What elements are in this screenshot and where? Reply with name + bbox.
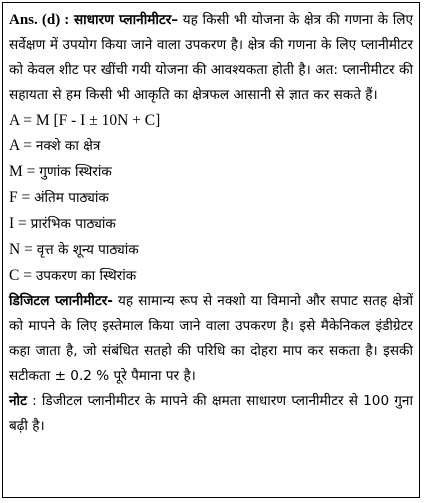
term-line <box>9 237 413 263</box>
formula-equation: A = M [F - I ± 10N + C] <box>9 112 161 129</box>
term-line <box>9 185 413 211</box>
note-text: : डिजीटल प्लानीमीटर के मापने की क्षमता साधारण प्लानीमीटर से 100 गुना बढ़ी है। <box>9 393 413 434</box>
term-symbol: N = <box>9 241 37 258</box>
answer-text: यह किसी भी योजना के क्षेत्र की गणना के लिए सर्वेक्षण में उपयोग किया जाने वाला उपकरण है। क्षेत्र की गणना के लिए प्लानीमीटर को केवल शीट पर खींची गयी योजना की आवश्यकता होती है। अत: प्लानीमीटर की सहायता से हम किसी भी आकृति का क्षेत्रफल आसानी से ज्ञात कर सकते हैं। <box>9 12 414 103</box>
term-meaning: प्रारंभिक पाठ्यांक <box>30 216 116 232</box>
term-meaning: अंतिम पाठ्यांक <box>34 190 109 206</box>
term-meaning: गुणांक स्थिरांक <box>39 164 112 180</box>
term-symbol: I = <box>9 215 31 232</box>
term-meaning: वृत्त के शून्य पाठ्यांक <box>36 242 139 258</box>
digital-heading: डिजिटल प्लानीमीटर- <box>9 293 113 309</box>
answer-paragraph <box>9 8 413 108</box>
answer-label: Ans. (d) : <box>9 12 70 28</box>
digital-text: यह सामान्य रूप से नक्शो या विमानो और सपाट सतह क्षेत्रों को मापने के लिए इस्तेमाल किया जाने वाला उपकरण है। इसे मैकेनिकल इंडीग्रेटर कहा जाता है, जो संबंधित सतहो की परिधि का दोहरा माप कर सकता है। इसकी सटीकता ± 0.2 % पूरे पैमाना पर है। <box>9 293 413 384</box>
answer-box <box>2 2 420 498</box>
term-line <box>9 263 413 289</box>
term-line <box>9 133 413 159</box>
note-paragraph <box>9 389 413 439</box>
term-symbol: A = <box>9 137 36 154</box>
note-label: नोट <box>9 393 27 409</box>
term-line <box>9 159 413 185</box>
term-line <box>9 211 413 237</box>
term-meaning: उपकरण का स्थिरांक <box>35 268 137 284</box>
answer-heading: साधारण प्लानीमीटर– <box>73 12 179 28</box>
term-meaning: नक्शे का क्षेत्र <box>35 138 101 154</box>
term-symbol: F = <box>9 189 35 206</box>
term-symbol: M = <box>9 163 40 180</box>
digital-paragraph <box>9 289 413 389</box>
term-symbol: C = <box>9 267 36 284</box>
